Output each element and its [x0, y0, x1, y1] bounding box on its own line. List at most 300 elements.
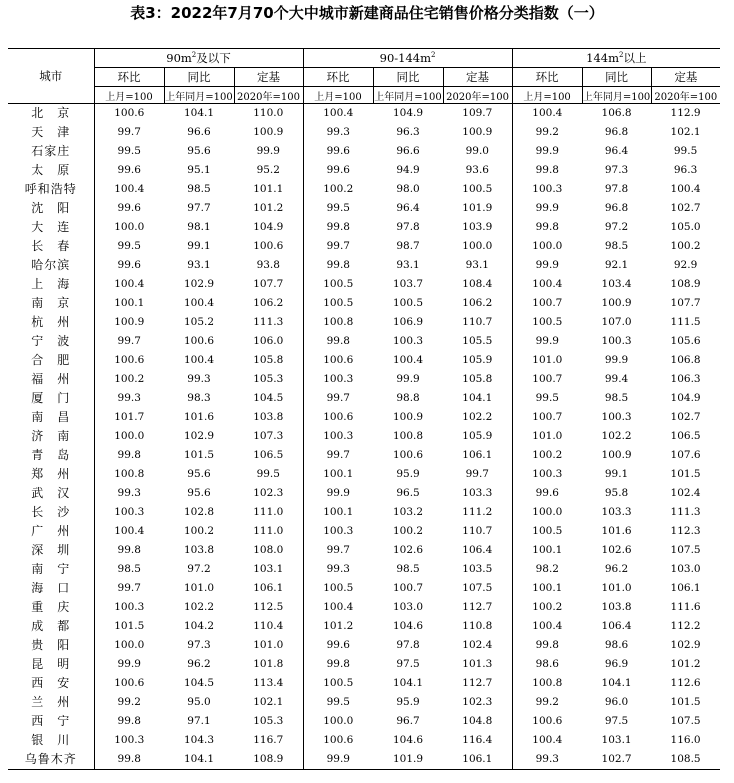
index-value: 97.5 [604, 715, 629, 727]
group-header-large: $144m^2$以上 [512, 49, 720, 68]
index-value: 103.3 [443, 484, 512, 503]
city-name: 太 原 [8, 161, 94, 180]
table-row [8, 522, 720, 541]
index-value: 100.6 [114, 354, 145, 366]
index-value: 103.8 [183, 544, 215, 556]
index-value: 97.8 [396, 221, 420, 233]
index-value: 116.0 [670, 734, 701, 746]
index-value: 106.5 [234, 446, 303, 465]
index-value: 100.0 [323, 715, 354, 727]
index-value: 96.4 [604, 145, 629, 157]
index-value: 96.3 [673, 164, 698, 176]
index-value: 100.4 [532, 278, 563, 290]
index-value: 101.2 [234, 199, 303, 218]
index-value: 96.8 [604, 202, 629, 214]
index-value: 112.3 [670, 525, 701, 537]
table-row [8, 427, 720, 446]
city-name: 成 都 [8, 617, 94, 636]
index-value: 108.0 [234, 541, 303, 560]
table-row [8, 180, 720, 199]
table-row [8, 674, 720, 693]
index-value: 111.2 [443, 503, 512, 522]
index-value: 100.9 [234, 123, 303, 142]
table-row [8, 294, 720, 313]
index-value: 103.0 [393, 601, 424, 613]
measure-header: 同比 [164, 68, 234, 87]
index-value: 100.8 [114, 468, 145, 480]
index-value: 99.3 [117, 392, 141, 404]
index-value: 97.1 [187, 715, 211, 727]
city-name: 合 肥 [8, 351, 94, 370]
index-value: 102.7 [670, 202, 701, 214]
base-header: 上年同月=100 [582, 87, 651, 104]
index-value: 97.2 [604, 221, 629, 233]
city-name: 宁 波 [8, 332, 94, 351]
table-row [8, 142, 720, 161]
index-value: 100.9 [114, 316, 145, 328]
index-value: 104.1 [601, 677, 632, 689]
city-name: 杭 州 [8, 313, 94, 332]
index-value: 100.4 [183, 297, 215, 309]
table-row [8, 636, 720, 655]
index-value: 100.6 [323, 734, 354, 746]
index-value: 110.0 [234, 104, 303, 124]
index-value: 100.3 [323, 373, 354, 385]
index-value: 100.8 [532, 677, 563, 689]
city-name: 厦 门 [8, 389, 94, 408]
table-row [8, 693, 720, 712]
table-row [8, 408, 720, 427]
index-value: 110.8 [443, 617, 512, 636]
index-value: 99.3 [326, 563, 350, 575]
index-value: 100.6 [234, 237, 303, 256]
index-value: 100.6 [114, 107, 145, 119]
table-title: 表3：2022年7月70个大中城市新建商品住宅销售价格分类指数（一） [130, 4, 604, 22]
index-value: 100.3 [114, 601, 145, 613]
index-value: 99.6 [117, 164, 141, 176]
index-value: 100.5 [323, 677, 354, 689]
index-value: 100.9 [601, 297, 632, 309]
index-value: 103.1 [234, 560, 303, 579]
base-header: 2020年=100 [234, 87, 303, 104]
base-header: 上月=100 [94, 87, 164, 104]
index-value: 106.8 [670, 354, 701, 366]
index-value: 100.2 [183, 525, 215, 537]
index-value: 99.7 [443, 465, 512, 484]
index-value: 97.7 [187, 202, 211, 214]
index-value: 99.8 [535, 164, 559, 176]
index-value: 102.1 [670, 126, 701, 138]
index-value: 100.4 [532, 107, 563, 119]
index-value: 98.7 [396, 240, 420, 252]
city-name: 西 安 [8, 674, 94, 693]
index-value: 100.1 [532, 544, 563, 556]
index-value: 96.6 [187, 126, 211, 138]
city-name: 石家庄 [8, 142, 94, 161]
index-value: 105.3 [234, 712, 303, 731]
index-value: 100.3 [532, 468, 563, 480]
index-value: 100.2 [323, 183, 354, 195]
index-value: 99.1 [187, 240, 211, 252]
index-value: 100.8 [323, 316, 354, 328]
table-row [8, 370, 720, 389]
index-value: 100.4 [183, 354, 215, 366]
index-value: 106.1 [443, 750, 512, 770]
index-value: 100.4 [114, 278, 145, 290]
index-value: 116.7 [234, 731, 303, 750]
index-value: 100.4 [532, 620, 563, 632]
index-value: 103.3 [601, 506, 632, 518]
index-value: 100.7 [532, 411, 563, 423]
index-value: 100.5 [532, 316, 563, 328]
index-value: 101.5 [670, 696, 701, 708]
index-value: 110.7 [443, 522, 512, 541]
index-value: 99.5 [234, 465, 303, 484]
index-value: 106.9 [393, 316, 424, 328]
city-name: 长 春 [8, 237, 94, 256]
city-name: 青 岛 [8, 446, 94, 465]
index-value: 99.3 [187, 373, 211, 385]
index-value: 99.4 [604, 373, 629, 385]
index-value: 108.9 [670, 278, 701, 290]
index-value: 98.5 [396, 563, 420, 575]
table-row [8, 655, 720, 674]
index-value: 95.8 [604, 487, 629, 499]
index-value: 101.3 [443, 655, 512, 674]
index-value: 108.9 [234, 750, 303, 770]
index-value: 107.7 [670, 297, 701, 309]
index-value: 106.2 [234, 294, 303, 313]
index-value: 93.8 [234, 256, 303, 275]
table-row [8, 275, 720, 294]
index-value: 105.9 [443, 427, 512, 446]
city-name: 长 沙 [8, 503, 94, 522]
index-value: 104.3 [183, 734, 215, 746]
index-value: 104.6 [393, 620, 424, 632]
index-value: 106.8 [601, 107, 632, 119]
index-value: 99.9 [535, 145, 559, 157]
index-value: 101.5 [670, 468, 701, 480]
table-row [8, 579, 720, 598]
index-value: 98.2 [535, 563, 559, 575]
index-value: 102.7 [670, 411, 701, 423]
index-value: 100.2 [393, 525, 424, 537]
index-value: 100.4 [323, 601, 354, 613]
index-value: 100.0 [114, 639, 145, 651]
index-value: 108.4 [443, 275, 512, 294]
index-value: 103.5 [443, 560, 512, 579]
index-value: 100.4 [114, 183, 145, 195]
index-value: 100.3 [532, 183, 563, 195]
index-value: 105.0 [670, 221, 701, 233]
index-value: 101.6 [183, 411, 215, 423]
index-value: 105.6 [670, 335, 701, 347]
index-value: 102.4 [443, 636, 512, 655]
index-value: 100.4 [393, 354, 424, 366]
index-value: 107.5 [443, 579, 512, 598]
city-name: 兰 州 [8, 693, 94, 712]
table-row [8, 389, 720, 408]
index-value: 101.0 [183, 582, 215, 594]
index-value: 100.1 [532, 582, 563, 594]
index-value: 99.1 [604, 468, 629, 480]
measure-header: 同比 [582, 68, 651, 87]
index-value: 99.7 [326, 392, 350, 404]
index-value: 93.1 [396, 259, 420, 271]
index-value: 105.8 [443, 370, 512, 389]
group-header-small: $90m^2$及以下 [94, 49, 303, 68]
index-value: 97.3 [604, 164, 629, 176]
index-value: 101.0 [532, 430, 563, 442]
index-value: 103.1 [601, 734, 632, 746]
table-row [8, 218, 720, 237]
index-value: 111.0 [234, 503, 303, 522]
index-value: 99.8 [535, 639, 559, 651]
table-row [8, 541, 720, 560]
index-value: 99.3 [326, 126, 350, 138]
index-value: 99.3 [117, 487, 141, 499]
index-value: 100.3 [393, 335, 424, 347]
index-value: 106.4 [601, 620, 632, 632]
index-value: 112.2 [670, 620, 701, 632]
index-value: 112.6 [670, 677, 701, 689]
index-value: 100.4 [532, 734, 563, 746]
index-value: 104.1 [393, 677, 424, 689]
index-value: 93.1 [187, 259, 211, 271]
index-value: 102.3 [443, 693, 512, 712]
index-value: 98.5 [604, 240, 629, 252]
base-header: 2020年=100 [443, 87, 512, 104]
index-value: 104.2 [183, 620, 215, 632]
index-value: 102.4 [670, 487, 701, 499]
index-value: 101.0 [234, 636, 303, 655]
index-value: 100.2 [670, 240, 701, 252]
index-value: 99.7 [326, 240, 350, 252]
index-value: 102.2 [183, 601, 215, 613]
index-value: 95.6 [187, 145, 211, 157]
index-value: 102.3 [234, 484, 303, 503]
price-index-table [8, 48, 720, 770]
index-value: 113.4 [234, 674, 303, 693]
index-value: 99.8 [117, 715, 141, 727]
city-name: 深 圳 [8, 541, 94, 560]
index-value: 100.5 [323, 278, 354, 290]
index-value: 98.1 [187, 221, 211, 233]
measure-header: 同比 [373, 68, 443, 87]
base-header: 上月=100 [303, 87, 373, 104]
index-value: 96.6 [396, 145, 420, 157]
index-value: 100.2 [114, 373, 145, 385]
table-row [8, 617, 720, 636]
index-value: 97.3 [187, 639, 211, 651]
index-value: 93.6 [443, 161, 512, 180]
index-value: 100.2 [532, 449, 563, 461]
index-value: 100.0 [532, 240, 563, 252]
index-value: 95.9 [396, 468, 420, 480]
index-value: 108.5 [651, 750, 720, 770]
index-value: 100.6 [323, 354, 354, 366]
index-value: 100.7 [532, 297, 563, 309]
index-value: 100.3 [601, 335, 632, 347]
index-value: 103.4 [601, 278, 632, 290]
index-value: 104.1 [443, 389, 512, 408]
base-header: 上年同月=100 [373, 87, 443, 104]
index-value: 99.9 [604, 354, 629, 366]
table-row [8, 465, 720, 484]
table-row [8, 199, 720, 218]
index-value: 100.1 [323, 468, 354, 480]
index-value: 101.5 [183, 449, 215, 461]
index-value: 99.9 [535, 259, 559, 271]
index-value: 98.8 [396, 392, 420, 404]
index-value: 107.5 [670, 544, 701, 556]
index-value: 104.5 [183, 677, 215, 689]
city-name: 天 津 [8, 123, 94, 142]
index-value: 103.0 [670, 563, 701, 575]
table-row [8, 598, 720, 617]
city-name: 济 南 [8, 427, 94, 446]
index-value: 106.1 [670, 582, 701, 594]
index-value: 100.6 [323, 411, 354, 423]
city-name: 南 昌 [8, 408, 94, 427]
index-value: 101.1 [234, 180, 303, 199]
index-value: 95.9 [396, 696, 420, 708]
index-value: 100.6 [393, 449, 424, 461]
index-value: 99.8 [326, 335, 350, 347]
index-value: 100.6 [532, 715, 563, 727]
index-value: 100.3 [601, 411, 632, 423]
index-value: 101.9 [373, 750, 443, 770]
group-header-medium: $90-144m^2$ [303, 49, 512, 68]
index-value: 99.8 [535, 221, 559, 233]
index-value: 102.6 [393, 544, 424, 556]
index-value: 102.1 [234, 693, 303, 712]
index-value: 101.5 [114, 620, 145, 632]
index-value: 116.4 [443, 731, 512, 750]
city-name: 哈尔滨 [8, 256, 94, 275]
index-value: 100.0 [532, 506, 563, 518]
index-value: 95.0 [187, 696, 211, 708]
table-row [8, 256, 720, 275]
table-row [8, 503, 720, 522]
index-value: 96.4 [396, 202, 420, 214]
index-value: 106.1 [443, 446, 512, 465]
index-value: 99.6 [326, 145, 350, 157]
measure-header: 环比 [94, 68, 164, 87]
index-value: 99.5 [117, 240, 141, 252]
table-row [8, 484, 720, 503]
index-value: 112.7 [443, 598, 512, 617]
city-name: 昆 明 [8, 655, 94, 674]
city-name: 呼和浩特 [8, 180, 94, 199]
index-value: 111.3 [234, 313, 303, 332]
index-value: 100.5 [393, 297, 424, 309]
measure-header: 定基 [443, 68, 512, 87]
index-value: 103.8 [234, 408, 303, 427]
table-row [8, 237, 720, 256]
city-name: 西 宁 [8, 712, 94, 731]
index-value: 95.2 [234, 161, 303, 180]
index-value: 101.2 [670, 658, 701, 670]
index-value: 100.3 [114, 506, 145, 518]
index-value: 93.1 [443, 256, 512, 275]
table-row [8, 446, 720, 465]
index-value: 101.7 [114, 411, 145, 423]
city-name: 海 口 [8, 579, 94, 598]
index-value: 96.2 [604, 563, 629, 575]
base-header: 上月=100 [512, 87, 582, 104]
table-row [8, 332, 720, 351]
index-value: 99.7 [117, 335, 141, 347]
index-value: 99.3 [512, 750, 582, 770]
index-value: 100.7 [532, 373, 563, 385]
index-value: 100.5 [323, 582, 354, 594]
index-value: 100.1 [114, 297, 145, 309]
index-value: 107.5 [670, 715, 701, 727]
index-value: 104.1 [164, 750, 234, 770]
index-value: 100.9 [443, 123, 512, 142]
measure-header: 定基 [651, 68, 720, 87]
index-value: 100.8 [393, 430, 424, 442]
index-value: 107.7 [234, 275, 303, 294]
index-value: 111.5 [670, 316, 701, 328]
table-row [8, 104, 720, 124]
table-row [8, 560, 720, 579]
table-row [8, 712, 720, 731]
table-row [8, 750, 720, 770]
index-value: 95.6 [187, 487, 211, 499]
index-value: 101.0 [601, 582, 632, 594]
city-name: 沈 阳 [8, 199, 94, 218]
index-value: 99.7 [326, 449, 350, 461]
index-value: 101.6 [601, 525, 632, 537]
index-value: 99.9 [117, 658, 141, 670]
measure-header: 环比 [303, 68, 373, 87]
city-name: 重 庆 [8, 598, 94, 617]
index-value: 99.5 [326, 696, 350, 708]
index-value: 100.7 [393, 582, 424, 594]
table-row [8, 731, 720, 750]
index-value: 103.2 [393, 506, 424, 518]
index-value: 106.5 [670, 430, 701, 442]
table-row [8, 123, 720, 142]
index-value: 99.6 [535, 487, 559, 499]
index-value: 99.9 [326, 487, 350, 499]
index-value: 99.9 [234, 142, 303, 161]
index-value: 97.8 [604, 183, 629, 195]
index-value: 106.2 [443, 294, 512, 313]
index-value: 97.8 [396, 639, 420, 651]
index-value: 102.2 [601, 430, 632, 442]
index-value: 100.3 [323, 525, 354, 537]
index-value: 99.8 [326, 259, 350, 271]
index-value: 99.2 [117, 696, 141, 708]
base-header: 上年同月=100 [164, 87, 234, 104]
index-value: 95.1 [187, 164, 211, 176]
index-value: 99.6 [117, 259, 141, 271]
index-value: 99.2 [535, 126, 559, 138]
index-value: 99.5 [535, 392, 559, 404]
index-value: 101.0 [532, 354, 563, 366]
index-value: 99.9 [396, 373, 420, 385]
index-value: 96.7 [396, 715, 420, 727]
index-value: 98.5 [187, 183, 211, 195]
index-value: 96.8 [604, 126, 629, 138]
index-value: 104.9 [234, 218, 303, 237]
index-value: 95.6 [187, 468, 211, 480]
index-value: 101.9 [443, 199, 512, 218]
index-value: 97.5 [396, 658, 420, 670]
